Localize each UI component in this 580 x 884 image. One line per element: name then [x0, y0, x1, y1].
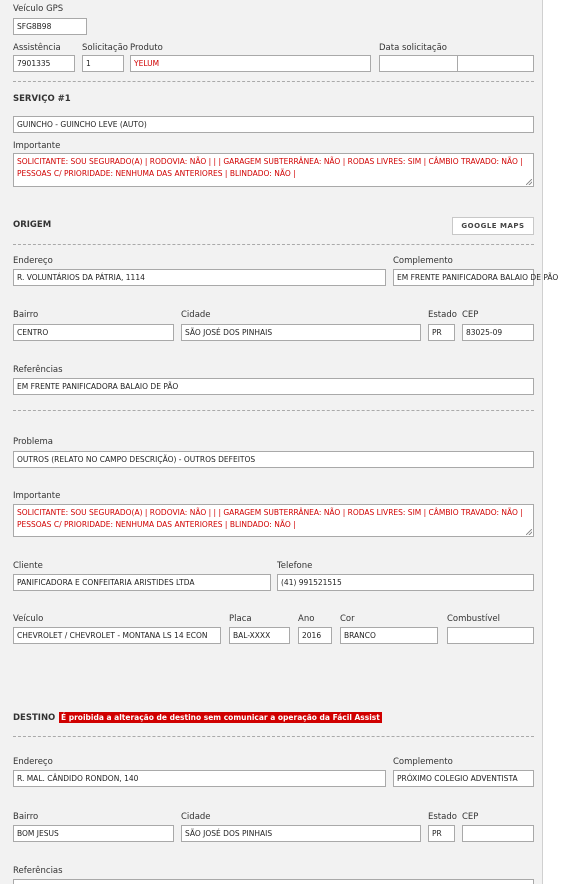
origem-estado-field[interactable]: PR — [428, 324, 455, 341]
destino-cidade-label: Cidade — [181, 812, 211, 822]
destino-endereco-field[interactable]: R. MAL. CÂNDIDO RONDON, 140 — [13, 770, 386, 787]
origem-complemento-label: Complemento — [393, 256, 453, 266]
destino-endereco-label: Endereço — [13, 757, 53, 767]
combustivel-label: Combustível — [447, 614, 500, 624]
ano-label: Ano — [298, 614, 315, 624]
origem-bairro-field[interactable]: CENTRO — [13, 324, 174, 341]
destino-cidade-field[interactable]: SÃO JOSÉ DOS PINHAIS — [181, 825, 421, 842]
data-solicitacao-label: Data solicitação — [379, 43, 448, 53]
servico-importante-textarea[interactable] — [13, 153, 534, 187]
destino-bairro-field[interactable]: BOM JESUS — [13, 825, 174, 842]
divider — [13, 736, 534, 737]
divider — [13, 81, 534, 82]
placa-field[interactable]: BAL-XXXX — [229, 627, 290, 644]
placa-label: Placa — [229, 614, 252, 624]
destino-title: DESTINO — [13, 713, 56, 723]
origem-cep-field[interactable]: 83025-09 — [462, 324, 534, 341]
servico-importante-line-1: SOLICITANTE: SOU SEGURADO(A) | RODOVIA: NÃO | | | GARAGEM SUBTERRÂNEA: NÃO | RODAS LIVRES: SIM | CÂMBIO TRAVADO: NÃO | — [17, 157, 523, 166]
google-maps-button[interactable]: GOOGLE MAPS — [452, 217, 534, 235]
origem-cidade-field[interactable]: SÃO JOSÉ DOS PINHAIS — [181, 324, 421, 341]
origem-endereco-field[interactable]: R. VOLUNTÁRIOS DA PÁTRIA, 1114 — [13, 269, 386, 286]
origem-referencias-field[interactable]: EM FRENTE PANIFICADORA BALAIO DE PÃO — [13, 378, 534, 395]
problema-importante-line-1: SOLICITANTE: SOU SEGURADO(A) | RODOVIA: NÃO | | | GARAGEM SUBTERRÂNEA: NÃO | RODAS LIVRES: SIM | CÂMBIO TRAVADO: NÃO | — [17, 508, 523, 517]
produto-field[interactable]: YELUM — [130, 55, 371, 72]
origem-cidade-label: Cidade — [181, 310, 211, 320]
destino-estado-field[interactable]: PR — [428, 825, 455, 842]
problema-field[interactable]: OUTROS (RELATO NO CAMPO DESCRIÇÃO) - OUTROS DEFEITOS — [13, 451, 534, 468]
cor-label: Cor — [340, 614, 355, 624]
destino-complemento-label: Complemento — [393, 757, 453, 767]
destino-warning-badge: É proibida a alteração de destino sem comunicar a operação da Fácil Assist — [61, 713, 380, 722]
telefone-field[interactable]: (41) 991521515 — [277, 574, 534, 591]
origem-bairro-label: Bairro — [13, 310, 39, 320]
veiculo-field[interactable]: CHEVROLET / CHEVROLET - MONTANA LS 14 ECON — [13, 627, 221, 644]
assistencia-field[interactable]: 7901335 — [13, 55, 75, 72]
servico-title: SERVIÇO #1 — [13, 94, 71, 104]
origem-complemento-field[interactable]: EM FRENTE PANIFICADORA BALAIO DE PÃO — [393, 269, 534, 286]
problema-label: Problema — [13, 437, 53, 447]
problema-importante-label: Importante — [13, 491, 61, 501]
destino-bairro-label: Bairro — [13, 812, 39, 822]
servico-field[interactable]: GUINCHO - GUINCHO LEVE (AUTO) — [13, 116, 534, 133]
data-solicitacao-date-field[interactable] — [379, 55, 458, 72]
solicitacao-label: Solicitação — [82, 43, 128, 53]
veiculo-gps-label: Veículo GPS — [13, 4, 64, 14]
divider — [13, 410, 534, 411]
origem-title: ORIGEM — [13, 220, 52, 230]
destino-cep-label: CEP — [462, 812, 479, 822]
cor-field[interactable]: BRANCO — [340, 627, 438, 644]
veiculo-label: Veículo — [13, 614, 44, 624]
destino-referencias-field[interactable] — [13, 879, 534, 884]
combustivel-field[interactable] — [447, 627, 534, 644]
cliente-field[interactable]: PANIFICADORA E CONFEITARIA ARISTIDES LTDA — [13, 574, 271, 591]
veiculo-gps-field[interactable]: SFG8B98 — [13, 18, 87, 35]
ano-field[interactable]: 2016 — [298, 627, 332, 644]
destino-referencias-label: Referências — [13, 866, 63, 876]
origem-cep-label: CEP — [462, 310, 479, 320]
origem-endereco-label: Endereço — [13, 256, 53, 266]
divider — [13, 244, 534, 245]
solicitacao-field[interactable]: 1 — [82, 55, 124, 72]
cliente-label: Cliente — [13, 561, 43, 571]
telefone-label: Telefone — [277, 561, 313, 571]
destino-cep-field[interactable] — [462, 825, 534, 842]
resize-grip-icon[interactable] — [526, 179, 532, 185]
data-solicitacao-time-field[interactable] — [457, 55, 534, 72]
problema-importante-line-2: PESSOAS C/ PRIORIDADE: NENHUMA DAS ANTERIORES | BLINDADO: NÃO | — [17, 520, 296, 529]
origem-estado-label: Estado — [428, 310, 457, 320]
servico-importante-line-2: PESSOAS C/ PRIORIDADE: NENHUMA DAS ANTERIORES | BLINDADO: NÃO | — [17, 169, 296, 178]
problema-importante-textarea[interactable] — [13, 504, 534, 537]
destino-estado-label: Estado — [428, 812, 457, 822]
assistencia-label: Assistência — [13, 43, 61, 53]
origem-referencias-label: Referências — [13, 365, 63, 375]
resize-grip-icon[interactable] — [526, 529, 532, 535]
servico-importante-label: Importante — [13, 141, 61, 151]
destino-complemento-field[interactable]: PRÓXIMO COLEGIO ADVENTISTA — [393, 770, 534, 787]
produto-label: Produto — [130, 43, 163, 53]
